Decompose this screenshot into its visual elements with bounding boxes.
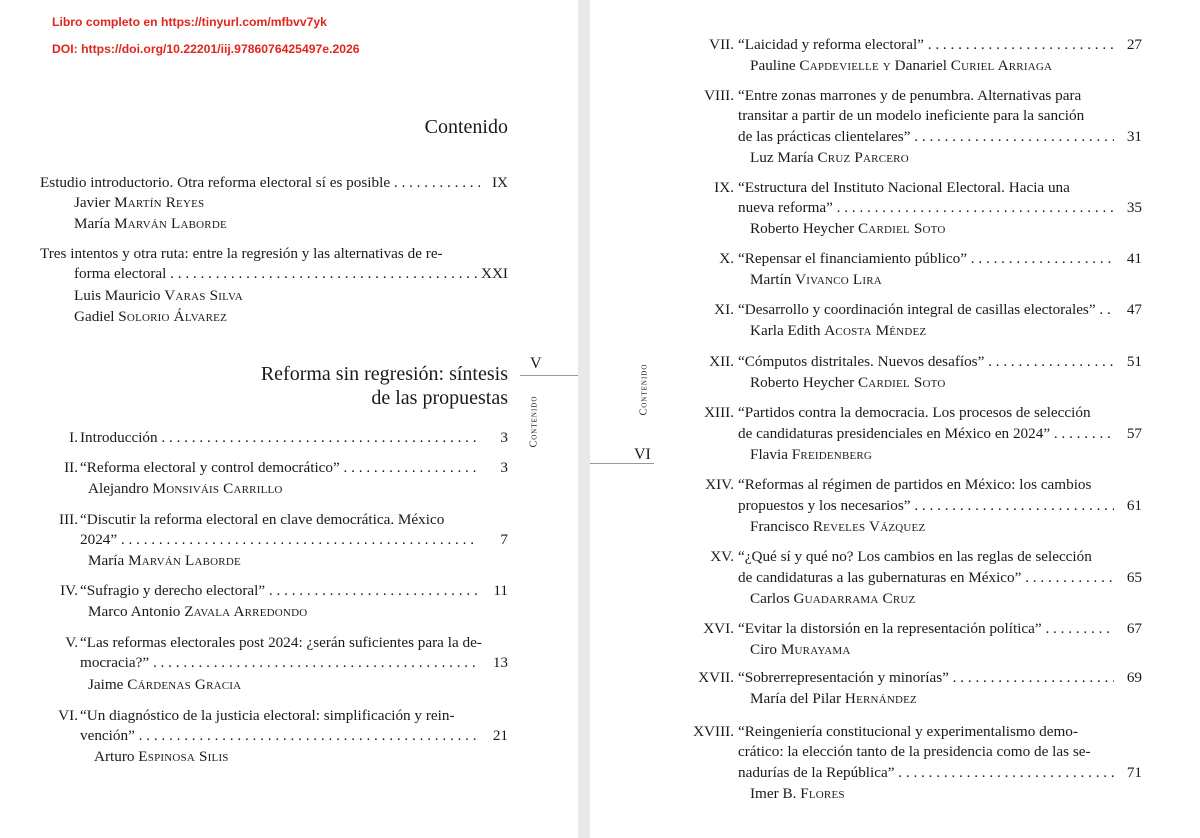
chapter-title: “Las reformas electorales post 2024: ¿serán suficientes para la de- (80, 634, 482, 651)
book-link-note[interactable]: Libro completo en https://tinyurl.com/mfbvv7yk (52, 15, 327, 29)
folio-number: VI (634, 446, 651, 463)
left-page (0, 0, 578, 838)
chapter-page: 31 (1126, 128, 1142, 145)
chapter-title: “Reingeniería constitucional y experimentalismo demo- (738, 723, 1078, 740)
chapter-number: I. (69, 429, 78, 446)
chapter-page: 65 (1126, 569, 1142, 586)
chapter-page: 47 (1126, 301, 1142, 318)
chapter-title: “Repensar el financiamiento público” . . . (738, 249, 1114, 269)
chapter-number: IX. (714, 179, 734, 196)
toc-entry-title-cont: forma electoral . . . (74, 264, 478, 284)
doi-note[interactable]: DOI: https://doi.org/10.22201/iij.9786076425497e.2026 (52, 42, 360, 56)
toc-entry-author: Gadiel Solorio Álvarez (74, 308, 227, 325)
contents-title: Contenido (424, 116, 508, 138)
toc-entry-page: XXI (481, 265, 508, 282)
toc-entry-title: Tres intentos y otra ruta: entre la regresión y las alternativas de re- (40, 245, 443, 262)
chapter-title: “Estructura del Instituto Nacional Electoral. Hacia una (738, 179, 1070, 196)
chapter-number: XIII. (704, 404, 734, 421)
chapter-number: IV. (60, 582, 78, 599)
chapter-title: “¿Qué sí y qué no? Los cambios en las reglas de selección (738, 548, 1092, 565)
chapter-author: Martín Vivanco Lira (750, 271, 882, 288)
chapter-title-cont: nadurías de la República” . . . (738, 763, 1114, 783)
chapter-author: Marco Antonio Zavala Arredondo (88, 603, 308, 620)
chapter-author: Karla Edith Acosta Méndez (750, 322, 927, 339)
running-head: Contenido (638, 363, 650, 416)
chapter-author: Arturo Espinosa Silis (94, 748, 229, 765)
chapter-page: 3 (500, 429, 508, 446)
chapter-author: Imer B. Flores (750, 785, 845, 802)
chapter-page: 41 (1126, 250, 1142, 267)
chapter-page: 61 (1126, 497, 1142, 514)
chapter-title-cont: de las prácticas clientelares” . . . (738, 127, 1114, 147)
chapter-author: Luz María Cruz Parcero (750, 149, 909, 166)
chapter-author: María del Pilar Hernández (750, 690, 917, 707)
chapter-title-cont: mocracia?” . . . (80, 653, 478, 673)
chapter-title: “Desarrollo y coordinación integral de casillas electorales” . . . (738, 300, 1114, 320)
chapter-author: Alejandro Monsiváis Carrillo (88, 480, 283, 497)
chapter-number: X. (719, 250, 734, 267)
chapter-number: XII. (709, 353, 734, 370)
chapter-title: “Partidos contra la democracia. Los procesos de selección (738, 404, 1091, 421)
folio-number: V (530, 355, 542, 372)
chapter-author: Francisco Reveles Vázquez (750, 518, 926, 535)
chapter-author: Jaime Cárdenas Gracia (88, 676, 242, 693)
chapter-number: III. (59, 511, 78, 528)
chapter-number: II. (64, 459, 78, 476)
toc-entry-page: IX (491, 174, 508, 191)
chapter-number: XIV. (705, 476, 734, 493)
chapter-number: V. (65, 634, 78, 651)
chapter-page: 27 (1126, 36, 1142, 53)
chapter-page: 7 (500, 531, 508, 548)
chapter-author: Pauline Capdevielle y Danariel Curiel Arriaga (750, 57, 1053, 74)
chapter-page: 11 (493, 582, 508, 599)
chapter-page: 57 (1126, 425, 1142, 442)
chapter-page: 69 (1126, 669, 1142, 686)
chapter-number: XI. (714, 301, 734, 318)
chapter-title: “Discutir la reforma electoral en clave democrática. México (80, 511, 445, 528)
chapter-title-cont: transitar a partir de un modelo ineficiente para la sanción (738, 107, 1085, 124)
chapter-page: 51 (1126, 353, 1142, 370)
chapter-title: “Laicidad y reforma electoral” . . . (738, 35, 1114, 55)
chapter-title: “Cómputos distritales. Nuevos desafíos” . . . (738, 352, 1114, 372)
chapter-number: VI. (58, 707, 78, 724)
chapter-number: XVII. (698, 669, 734, 686)
chapter-title-cont: crático: la elección tanto de la presidencia como de las se- (738, 743, 1091, 760)
toc-entry-author: Luis Mauricio Varas Silva (74, 287, 243, 304)
running-head: Contenido (528, 395, 540, 448)
chapter-author: Ciro Murayama (750, 641, 851, 658)
chapter-page: 35 (1126, 199, 1142, 216)
chapter-title: “Sufragio y derecho electoral” . . . (80, 581, 478, 601)
toc-entry-title: Estudio introductorio. Otra reforma electoral sí es posible . . . (40, 173, 482, 193)
chapter-title-cont: de candidaturas a las gubernaturas en México” . . . (738, 568, 1114, 588)
chapter-title: “Un diagnóstico de la justicia electoral: simplificación y rein- (80, 707, 455, 724)
chapter-title: “Entre zonas marrones y de penumbra. Alternativas para (738, 87, 1082, 104)
chapter-title-cont: 2024” . . . (80, 530, 478, 550)
chapter-page: 3 (500, 459, 508, 476)
chapter-title: “Reforma electoral y control democrático” . . . (80, 458, 478, 478)
chapter-number: XV. (710, 548, 734, 565)
chapter-page: 67 (1126, 620, 1142, 637)
chapter-title: “Sobrerrepresentación y minorías” . . . (738, 668, 1114, 688)
chapter-title-cont: nueva reforma” . . . (738, 198, 1114, 218)
chapter-author: María Marván Laborde (88, 552, 241, 569)
chapter-title: “Evitar la distorsión en la representación política” . . . (738, 619, 1114, 639)
chapter-page: 13 (492, 654, 508, 671)
chapter-page: 21 (492, 727, 508, 744)
chapter-author: Roberto Heycher Cardiel Soto (750, 220, 946, 237)
section-title: Reforma sin regresión: síntesis de las propuestas (260, 363, 508, 409)
chapter-author: Flavia Freidenberg (750, 446, 873, 463)
chapter-title-cont: propuestos y los necesarios” . . . (738, 496, 1114, 516)
folio-rule (520, 375, 578, 376)
chapter-number: VIII. (704, 87, 734, 104)
chapter-number: XVI. (703, 620, 734, 637)
chapter-number: VII. (709, 36, 734, 53)
chapter-author: Carlos Guadarrama Cruz (750, 590, 916, 607)
chapter-title: Introducción . . . (80, 428, 478, 448)
toc-entry-author: María Marván Laborde (74, 215, 227, 232)
chapter-title-cont: vención” . . . (80, 726, 478, 746)
chapter-title: “Reformas al régimen de partidos en México: los cambios (738, 476, 1092, 493)
chapter-page: 71 (1126, 764, 1142, 781)
toc-entry-author: Javier Martín Reyes (74, 194, 205, 211)
chapter-author: Roberto Heycher Cardiel Soto (750, 374, 946, 391)
chapter-title-cont: de candidaturas presidenciales en México en 2024” . . . (738, 424, 1114, 444)
chapter-number: XVIII. (693, 723, 734, 740)
right-page (590, 0, 1200, 838)
